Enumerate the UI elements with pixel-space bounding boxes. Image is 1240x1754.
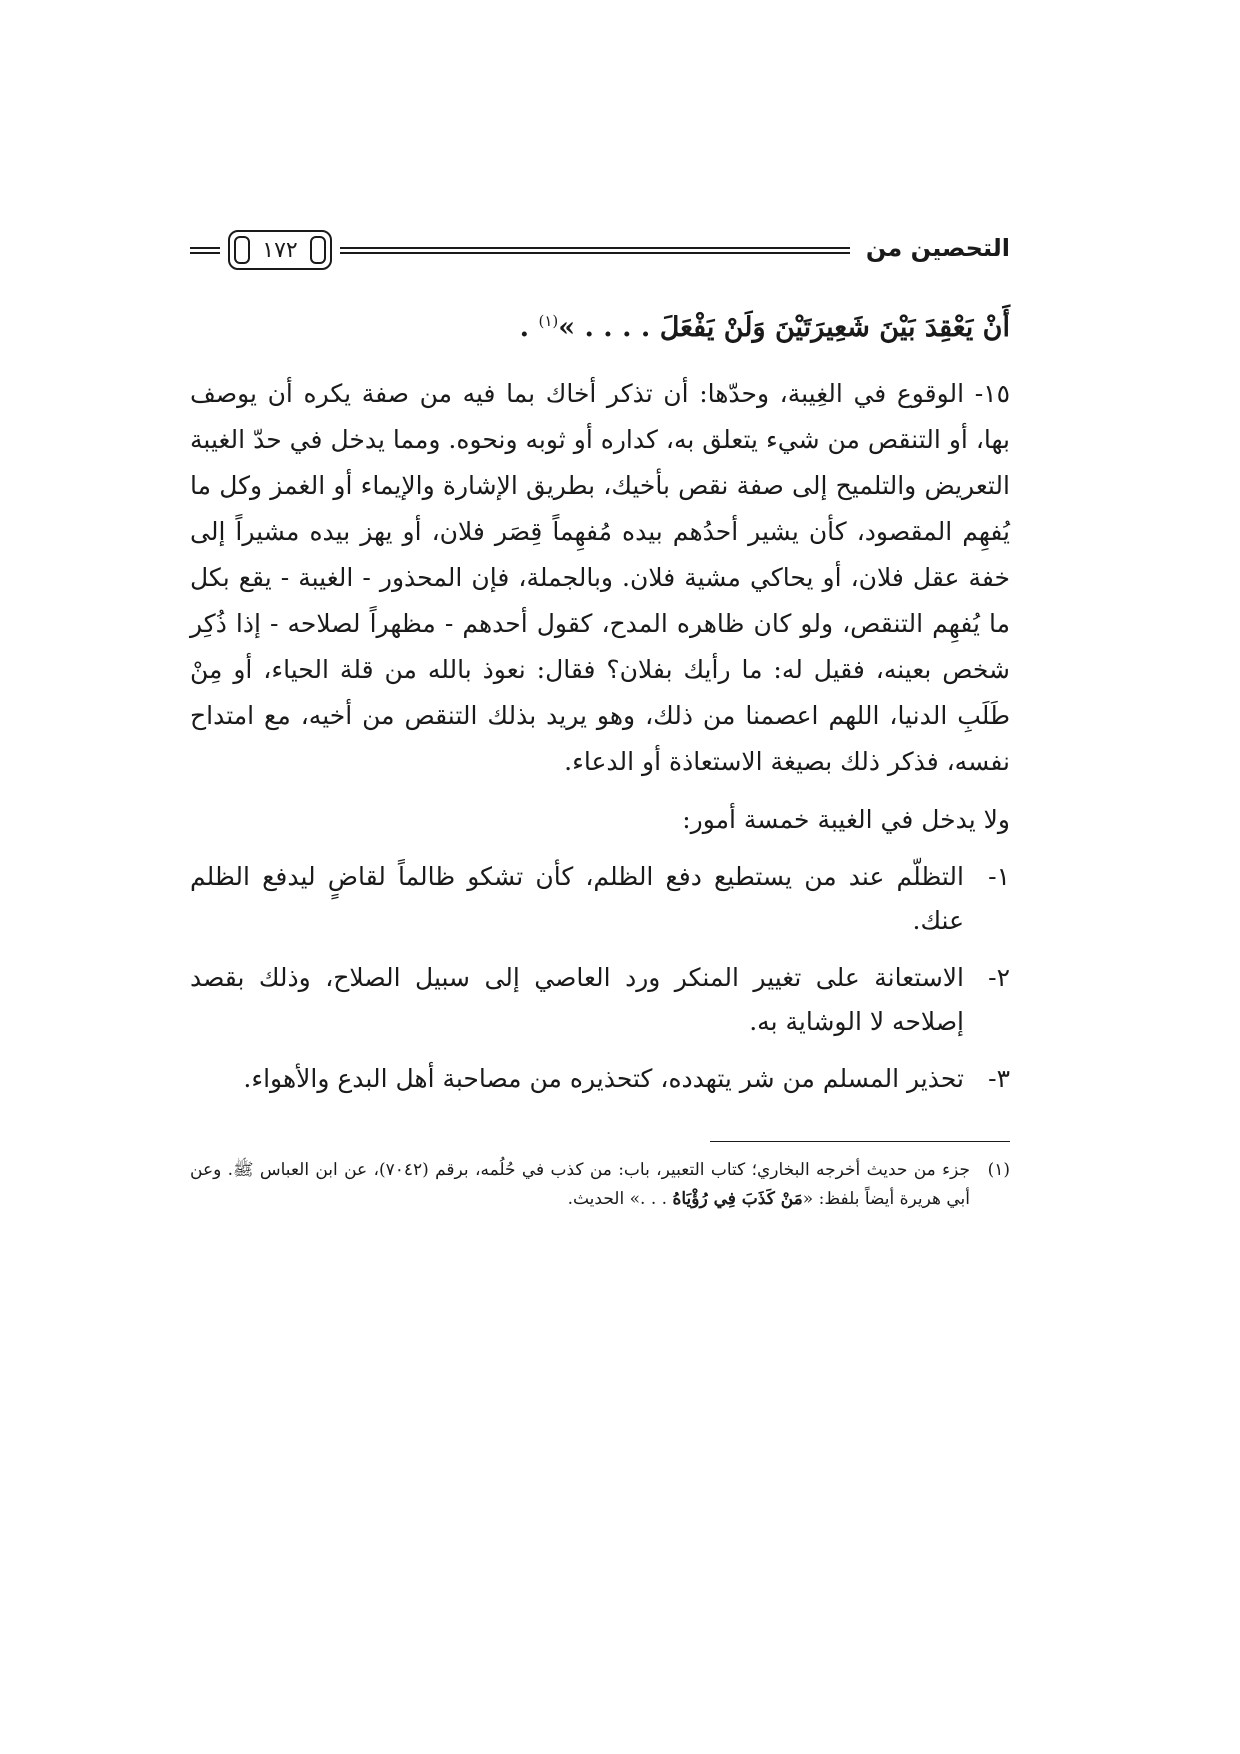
hadith-tail: . xyxy=(519,312,539,343)
hadith-text: أَنْ يَعْقِدَ بَيْنَ شَعِيرَتَيْنَ وَلَنْ يَفْعَلَ . . . . » xyxy=(558,312,1010,343)
header-rule xyxy=(340,247,850,254)
footnote-quote: مَنْ كَذَبَ فِي رُؤْيَاهُ xyxy=(672,1188,803,1209)
exceptions-list xyxy=(190,855,1010,1101)
list-item-number: ٣- xyxy=(988,1064,1010,1094)
list-item xyxy=(190,855,1010,942)
hadith-continuation xyxy=(190,306,1010,349)
paragraph-number: ١٥- xyxy=(974,379,1010,409)
paragraph-15 xyxy=(190,371,1010,785)
running-title: التحصين من xyxy=(865,234,1010,262)
footnote-number: (١) xyxy=(987,1159,1010,1180)
page-header xyxy=(190,230,1010,278)
footnote xyxy=(190,1156,1010,1214)
footnote-text-part2: . . .» الحديث. xyxy=(567,1188,673,1209)
page-number: ١٧٢ xyxy=(262,237,298,263)
footnote-text-part1: جزء من حديث أخرجه البخاري؛ كتاب التعبير، باب: من كذب في حُلُمه، برقم (٧٠٤٢)، عن ابن العباس ﷺ. وعن أبي هريرة أيضاً بلفظ: « xyxy=(190,1159,970,1209)
list-item-number: ٢- xyxy=(988,963,1010,993)
list-item-text: التظلّم عند من يستطيع دفع الظلم، كأن تشكو ظالماً لقاضٍ ليدفع الظلم عنك. xyxy=(190,862,964,935)
page xyxy=(190,230,1010,1214)
list-item-text: تحذير المسلم من شر يتهدده، كتحذيره من مصاحبة أهل البدع والأهواء. xyxy=(243,1064,964,1094)
page-number-frame xyxy=(228,230,332,270)
footnote-separator xyxy=(710,1141,1010,1142)
list-item xyxy=(190,1057,1010,1101)
footnote-text xyxy=(190,1156,970,1214)
list-item-number: ١- xyxy=(988,862,1010,892)
footnote-reference: (١) xyxy=(538,312,559,330)
list-item xyxy=(190,956,1010,1043)
header-rule-end xyxy=(190,247,220,254)
list-item-text: الاستعانة على تغيير المنكر ورد العاصي إلى سبيل الصلاح، وذلك بقصد إصلاحه لا الوشاية به. xyxy=(190,963,964,1036)
exceptions-intro: ولا يدخل في الغيبة خمسة أمور: xyxy=(682,805,1010,835)
paragraph-text: الوقوع في الغِيبة، وحدّها: أن تذكر أخاك بما فيه من صفة يكره أن يوصف بها، أو التنقص من شيء يتعلق به، كداره أو ثوبه ونحوه. ومما يدخل في حدّ الغيبة التعريض والتلميح إلى صفة نقص بأخيك، بطريق الإشارة والإيماء أو الغمز وكل ما يُفهِم المقصود، كأن يشير أحدُهم بيده مُفهِماً قِصَر فلان، أو يهز بيده مشيراً إلى خفة عقل فلان، أو يحاكي مشية فلان. وبالجملة، فإن المحذور - الغيبة - يقع بكل ما يُفهِم التنقص، ولو كان ظاهره المدح، كقول أحدهم - مظهراً لصلاحه - إذا ذُكِر شخص بعينه، فقيل له: ما رأيك بفلان؟ فقال: نعوذ بالله من قلة الحياء، أو مِنْ طَلَبِ الدنيا، اللهم اعصمنا من ذلك، وهو يريد بذلك التنقص من أخيه، مع امتداح نفسه، فذكر ذلك بصيغة الاستعاذة أو الدعاء. xyxy=(190,379,1010,777)
